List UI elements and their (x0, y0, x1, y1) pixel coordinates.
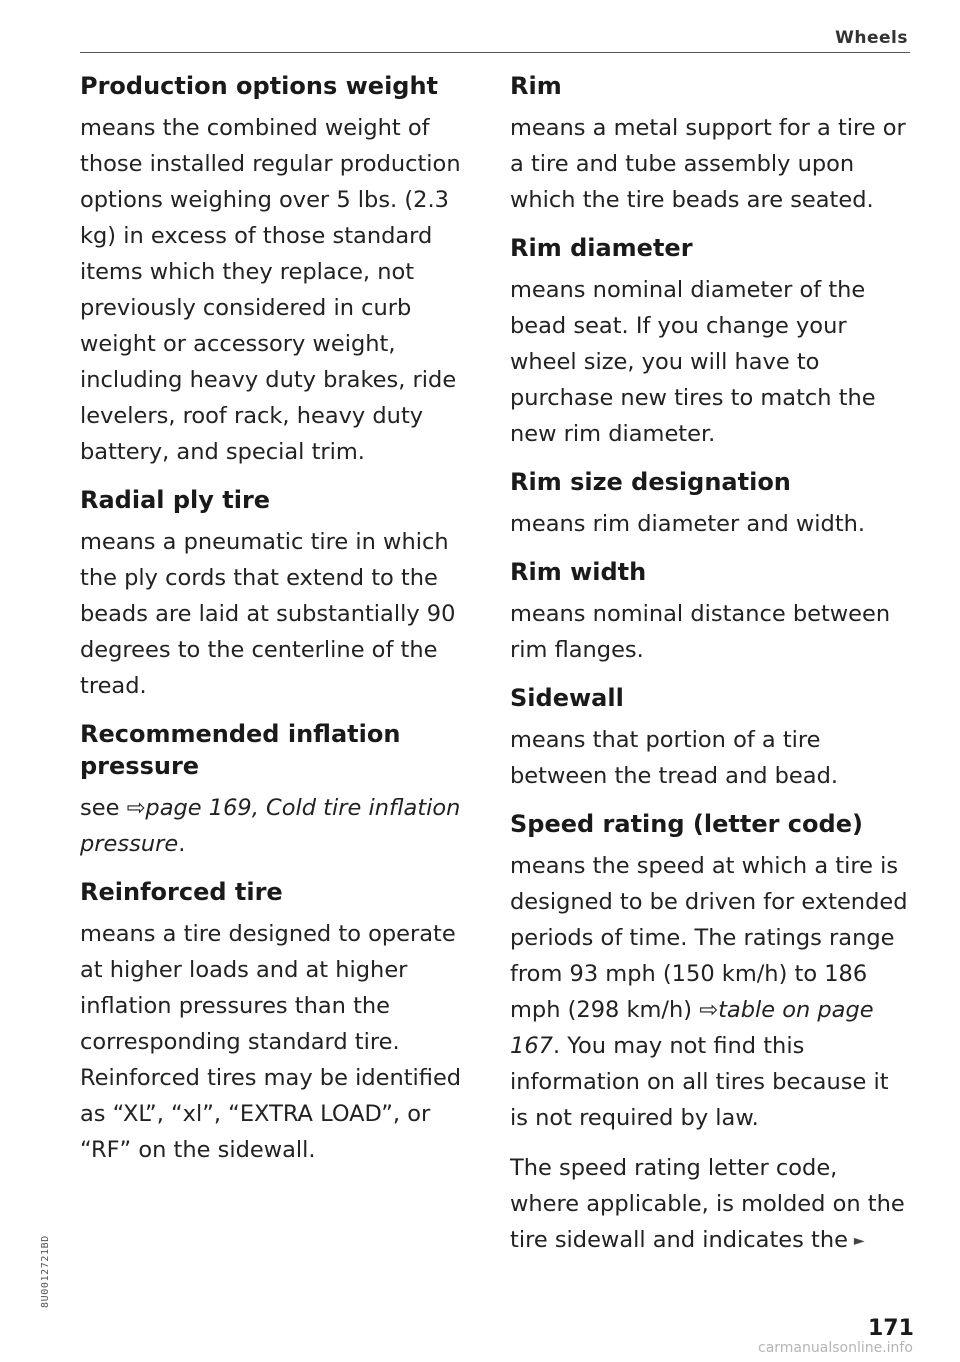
term-radial-ply-tire: Radial ply tire (80, 486, 271, 514)
cross-reference-link[interactable] (80, 795, 460, 857)
definition-text: means nominal distance between rim flanges. (510, 601, 891, 663)
definition-text: means rim diameter and width. (510, 511, 866, 537)
term-rim-width: Rim width (510, 558, 647, 586)
definition-recommended-inflation-pressure (80, 790, 480, 862)
definition-text (510, 848, 910, 1136)
document-code: 8U0012721BD (40, 1235, 51, 1308)
definition-suffix: . You may not find this information on all tires because it is not required by law. (510, 1033, 889, 1131)
term-speed-rating: Speed rating (letter code) (510, 810, 863, 838)
term-production-options-weight: Production options weight (80, 72, 439, 100)
definition-text (80, 790, 480, 862)
term-rim-diameter: Rim diameter (510, 234, 693, 262)
section-title: Wheels (835, 28, 908, 48)
term-rim: Rim (510, 72, 562, 100)
definition-prefix: see (80, 795, 127, 821)
definition-text-continued (510, 1150, 910, 1259)
arrow-right-icon: ⇨ (699, 997, 719, 1023)
page-number: 171 (868, 1316, 914, 1341)
definition-reinforced-tire (80, 916, 480, 1168)
definition-rim-diameter (510, 272, 910, 452)
term-sidewall: Sidewall (510, 684, 624, 712)
definition-text: means nominal diameter of the bead seat. If you change your wheel size, you will have to purchase new tires to match the new rim diameter. (510, 277, 876, 447)
watermark: carmanualsonline.info (758, 1340, 913, 1356)
left-column (80, 70, 480, 1182)
definition-production-options-weight (80, 110, 480, 470)
definition-text-2: The speed rating letter code, where applicable, is molded on the tire sidewall and indicates the (510, 1155, 905, 1253)
continue-arrow-icon: ► (853, 1232, 865, 1249)
definition-suffix: . (178, 831, 186, 857)
reference-text: page 169, Cold tire inflation pressure (80, 795, 461, 857)
definition-text: means a pneumatic tire in which the ply cords that extend to the beads are laid at substantially 90 degrees to the centerline of the tread. (80, 529, 456, 699)
definition-radial-ply-tire (80, 524, 480, 704)
term-recommended-inflation-pressure: Recommended inflation pressure (80, 720, 401, 780)
definition-speed-rating (510, 848, 910, 1259)
definition-rim (510, 110, 910, 218)
definition-text: means a metal support for a tire or a tire and tube assembly upon which the tire beads are seated. (510, 115, 906, 213)
definition-rim-size-designation (510, 506, 910, 542)
definition-text: means the combined weight of those installed regular production options weighing over 5 lbs. (2.3 kg) in excess of those standard items which they replace, not previously considered in curb weight or accessory weight, including heavy duty brakes, ride levelers, roof rack, heavy duty battery, and special trim. (80, 115, 461, 465)
definition-rim-width (510, 596, 910, 668)
header-rule (80, 52, 910, 53)
definition-prefix: means the speed at which a tire is designed to be driven for extended periods of time. The ratings range from 93 mph (150 km/h) to 186 mph (298 km/h) (510, 853, 908, 1023)
term-reinforced-tire: Reinforced tire (80, 878, 283, 906)
right-column (510, 70, 910, 1273)
definition-sidewall (510, 722, 910, 794)
term-rim-size-designation: Rim size designation (510, 468, 791, 496)
arrow-right-icon: ⇨ (126, 795, 146, 821)
definition-text: means a tire designed to operate at higher loads and at higher inflation pressures than the corresponding standard tire. Reinforced tires may be identified as “XL”, “xl”, “EXTRA LOAD”, or “RF” on the sidewall. (80, 921, 462, 1163)
reference-text: table on page 167 (510, 997, 874, 1059)
definition-text: means that portion of a tire between the tread and bead. (510, 727, 838, 789)
